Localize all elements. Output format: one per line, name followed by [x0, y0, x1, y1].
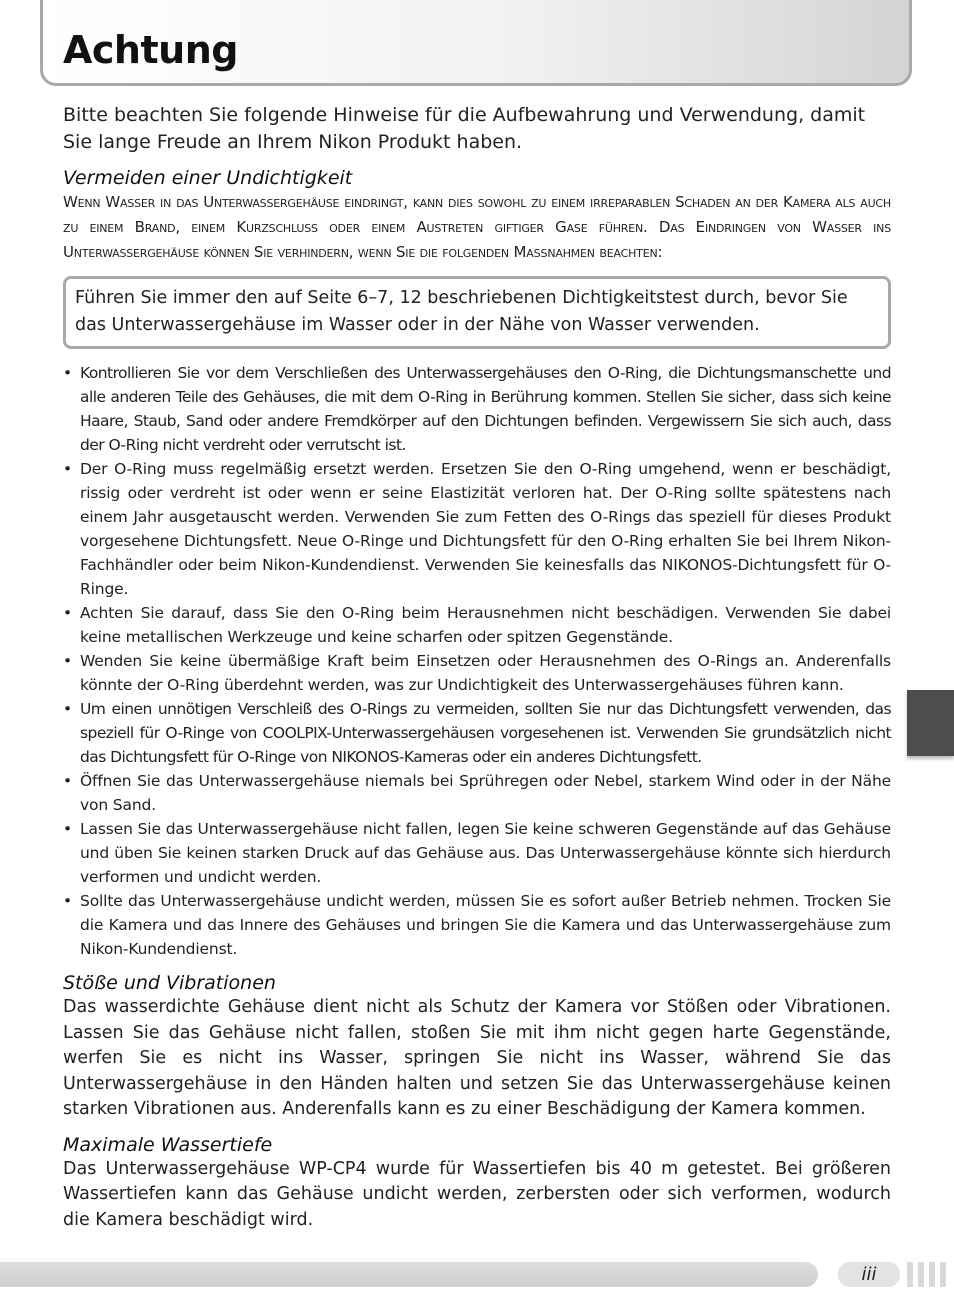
bullet-icon: •: [63, 772, 72, 790]
list-item: • Der O-Ring muss regelmäßig ersetzt werden. Ersetzen Sie den O-Ring umgehend, wenn er beschädigt, rissig oder verdreht ist oder wenn er seine Elastizität verloren hat. Der O-Ring sollte spätestens nach einem Jahr ausgetauscht werden. Verwenden Sie zum Fetten des O-Rings das speziell für dieses Produkt vorgesehene Dichtungsfett. Neue O-Ringe und Dichtungsfett für den O-Ring erhalten Sie bei Ihrem Nikon-Fachhändler oder beim Nikon-Kundendienst. Verwenden Sie keinesfalls das NIKONOS-Dichtungsfett für O-Ringe.: [63, 457, 891, 601]
list-item: • Um einen unnötigen Verschleiß des O-Rings zu vermeiden, sollten Sie nur das Dichtungsfett verwenden, das speziell für O-Ringe von COOLPIX-Unterwassergehäusen vorgesehenen ist. Verwenden Sie grundsätzlich nicht das Dichtungsfett für O-Ringe von NIKONOS-Kameras oder ein anderes Dichtungsfett.: [63, 697, 891, 769]
shock-heading: Stöße und Vibrationen: [63, 972, 276, 994]
bullet-icon: •: [63, 460, 72, 478]
footer-stripe: [907, 1262, 913, 1287]
bullet-icon: •: [63, 820, 72, 838]
shock-text: Das wasserdichte Gehäuse dient nicht als Schutz der Kamera vor Stößen oder Vibrationen. Lassen Sie das Gehäuse nicht fallen, stoßen Sie mit ihm nicht gegen harte Gegenstände, werfen Sie es nicht ins Wasser, springen Sie nicht ins Wasser, während Sie das Unterwassergehäuse in den Händen halten und setzen Sie das Unterwassergehäuse keinen starken Vibrationen aus. Anderenfalls kann es zu einer Beschädigung der Kamera kommen.: [63, 997, 891, 1119]
intro-text: Bitte beachten Sie folgende Hinweise für die Aufbewahrung und Verwendung, damit Sie lange Freude an Ihrem Nikon Produkt haben.: [63, 104, 866, 153]
footer-stripe: [918, 1262, 924, 1287]
chapter-tab: [907, 690, 954, 756]
page-title: Achtung: [63, 28, 238, 72]
bullet-icon: •: [63, 604, 72, 622]
leak-test-notice: Führen Sie immer den auf Seite 6–7, 12 beschriebenen Dichtigkeitstest durch, bevor Sie das Unterwassergehäuse im Wasser oder in der Nähe von Wasser verwenden.: [63, 276, 891, 349]
list-item: • Sollte das Unterwassergehäuse undicht werden, müssen Sie es sofort außer Betrieb nehmen. Trocken Sie die Kamera und das Innere des Gehäuses und bringen Sie die Kamera und das Unterwassergehäuse zum Nikon-Kundendienst.: [63, 889, 891, 961]
depth-text: Das Unterwassergehäuse WP-CP4 wurde für Wassertiefen bis 40 m getestet. Bei größeren Wassertiefen kann das Gehäuse undicht werden, zerbersten oder sich verformen, wodurch die Kamera beschädigt wird.: [63, 1158, 891, 1230]
list-item: • Lassen Sie das Unterwassergehäuse nicht fallen, legen Sie keine schweren Gegenstände auf das Gehäuse und üben Sie keinen starken Druck auf das Gehäuse aus. Das Unterwassergehäuse könnte sich hierdurch verformen und undicht werden.: [63, 817, 891, 889]
bullet-icon: •: [63, 892, 72, 910]
list-item: • Achten Sie darauf, dass Sie den O-Ring beim Herausnehmen nicht beschädigen. Verwenden Sie dabei keine metallischen Werkzeuge und keine scharfen oder spitzen Gegenstände.: [63, 601, 891, 649]
depth-heading: Maximale Wassertiefe: [63, 1133, 273, 1156]
footer-stripe: [929, 1262, 935, 1287]
main-content: [63, 102, 891, 1233]
bullet-icon: •: [63, 700, 72, 718]
leak-warning: Wenn Wasser in das Unterwassergehäuse eindringt, kann dies sowohl zu einem irreparablen Schaden an der Kamera als auch zu einem Brand, einem Kurzschluss oder einem Austreten giftiger Gase führen. Das Eindringen von Wasser ins Unterwassergehäuse können Sie verhindern, wenn Sie die folgenden Maßnahmen beachten:: [63, 193, 891, 261]
page-number: iii: [838, 1262, 900, 1287]
maintenance-list: [63, 361, 891, 961]
bullet-icon: •: [63, 364, 72, 382]
list-item: • Wenden Sie keine übermäßige Kraft beim Einsetzen oder Herausnehmen des O-Rings an. Anderenfalls könnte der O-Ring überdehnt werden, was zur Undichtigkeit des Unterwassergehäuses führen kann.: [63, 649, 891, 697]
bullet-icon: •: [63, 652, 72, 670]
list-item: • Öffnen Sie das Unterwassergehäuse niemals bei Sprühregen oder Nebel, starkem Wind oder in der Nähe von Sand.: [63, 769, 891, 817]
leak-heading: Vermeiden einer Undichtigkeit: [63, 167, 353, 189]
list-item: • Kontrollieren Sie vor dem Verschließen des Unterwassergehäuses den O-Ring, die Dichtungsmanschette und alle anderen Teile des Gehäuses, die mit dem O-Ring in Berührung kommen. Stellen Sie sicher, dass sich keine Haare, Staub, Sand oder andere Fremdkörper auf den Dichtungen befinden. Vergewissern Sie sich auch, dass der O-Ring nicht verdreht oder verrutscht ist.: [63, 361, 891, 457]
footer-stripe: [940, 1262, 946, 1287]
footer-bar: [0, 1262, 818, 1287]
